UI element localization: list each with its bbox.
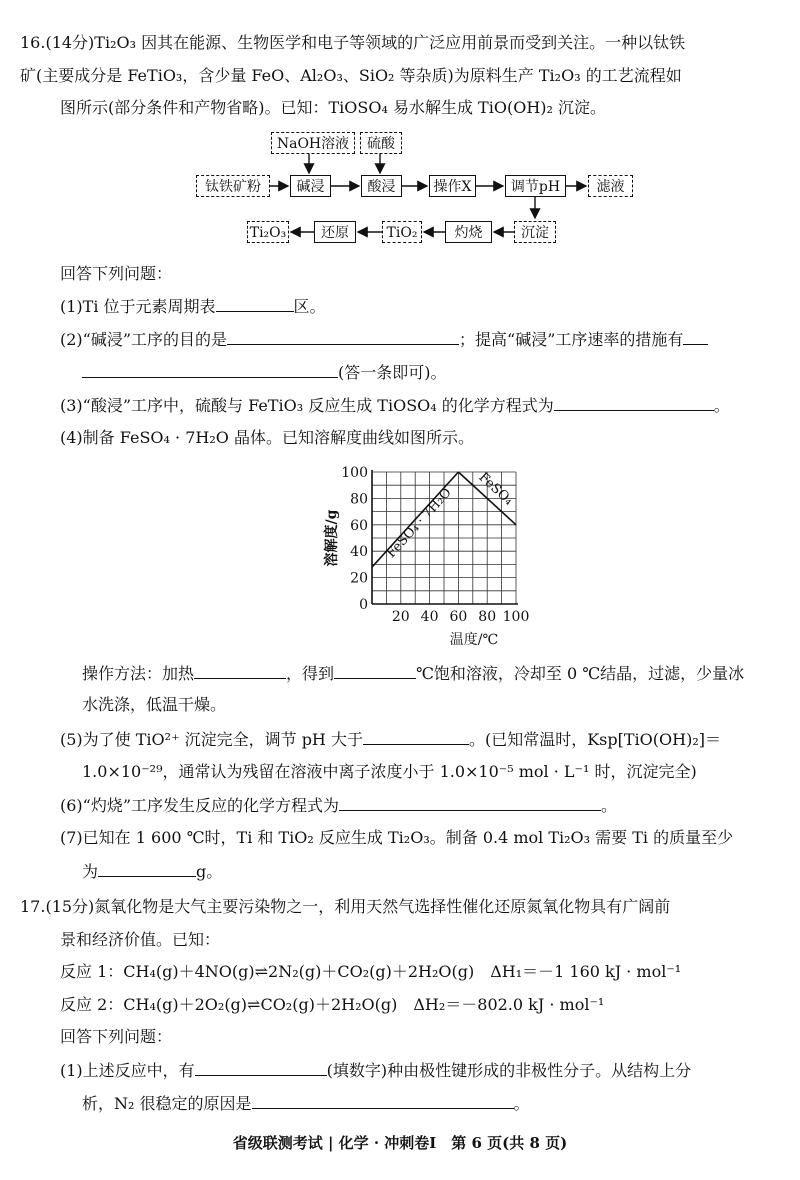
q16-p6-text-b: 。 <box>601 796 618 816</box>
series-label-1: FeSO₄ · 7H₂O <box>383 485 455 562</box>
q17-answer-prompt: 回答下列问题： <box>60 1027 173 1046</box>
q16-part-6 <box>60 795 617 815</box>
answer-blank-3[interactable] <box>554 395 714 411</box>
q17-p1-text-d: 。 <box>513 1094 530 1114</box>
q16-part-5 <box>60 729 721 749</box>
answer-blank-17-1a[interactable] <box>195 1060 327 1076</box>
q16-p7-text-b: 为 <box>82 862 99 882</box>
box-ti2o3: Ti₂O₃ <box>247 221 289 243</box>
answer-blank-2b-cont[interactable] <box>82 362 338 378</box>
x-tick-label: 20 <box>391 609 410 625</box>
q16-part-4-operation-cont: 水洗涤，低温干燥。 <box>82 695 227 714</box>
process-flow-diagram <box>0 0 800 260</box>
q16-part-2 <box>60 329 708 349</box>
answer-blank-1[interactable] <box>216 296 294 312</box>
answer-blank-2b[interactable] <box>683 329 708 345</box>
x-axis-label: 温度/℃ <box>449 632 499 648</box>
x-tick-label: 40 <box>420 609 439 625</box>
box-filtrate: 滤液 <box>588 175 633 197</box>
y-axis-label: 溶解度/g <box>324 509 340 567</box>
q16-part-4: (4)制备 FeSO₄ · 7H₂O 晶体。已知溶解度曲线如图所示。 <box>60 428 474 447</box>
box-tio2: TiO₂ <box>382 221 422 243</box>
box-reduce: 还原 <box>314 221 356 243</box>
y-tick-label: 0 <box>359 597 368 613</box>
q16-part-2-cont <box>82 362 447 382</box>
q16-p5-text-a: (5)为了使 TiO²⁺ 沉淀完全，调节 pH 大于 <box>60 730 363 750</box>
answer-blank-6[interactable] <box>339 795 601 811</box>
x-tick-label: 80 <box>478 609 497 625</box>
q16-p4op-text-a: 操作方法：加热 <box>82 664 195 684</box>
q16-p4op-text-b: ，得到 <box>286 664 335 684</box>
answer-blank-5[interactable] <box>363 729 469 745</box>
x-tick-label: 100 <box>502 609 530 625</box>
y-tick-label: 80 <box>350 491 368 508</box>
q16-p1-text-b: 区。 <box>293 297 326 317</box>
answer-blank-17-1b[interactable] <box>252 1093 514 1109</box>
box-acid-leach: 酸浸 <box>361 175 402 197</box>
x-tick-label: 60 <box>449 609 468 625</box>
page-footer: 省级联测考试 | 化学 · 冲刺卷Ⅰ 第 6 页(共 8 页) <box>232 1134 568 1152</box>
q17-reaction-1: 反应 1：CH₄(g)＋4NO(g)⇌2N₂(g)＋CO₂(g)＋2H₂O(g) ΔH₁＝－1 160 kJ · mol⁻¹ <box>60 962 682 981</box>
q16-p1-text-a: (1)Ti 位于元素周期表 <box>60 297 216 317</box>
q16-intro-line-1: 16.(14分)Ti₂O₃ 因其在能源、生物医学和电子等领域的广泛应用前景而受到关注。一种以钛铁 <box>20 33 686 52</box>
box-ilmenite-powder: 钛铁矿粉 <box>196 175 270 197</box>
q16-part-7: (7)已知在 1 600 ℃时，Ti 和 TiO₂ 反应生成 Ti₂O₃。制备 0.4 mol Ti₂O₃ 需要 Ti 的质量至少 <box>60 828 734 847</box>
solubility-chart-svg <box>320 458 550 658</box>
solubility-chart <box>320 458 550 658</box>
q17-reaction-2: 反应 2：CH₄(g)＋2O₂(g)⇌CO₂(g)＋2H₂O(g) ΔH₂＝－802.0 kJ · mol⁻¹ <box>60 995 605 1014</box>
answer-blank-7[interactable] <box>98 861 196 877</box>
series-label-2: FeSO₄ <box>475 469 516 509</box>
q16-part-3 <box>60 395 730 415</box>
answer-blank-4b[interactable] <box>334 663 416 679</box>
y-tick-label: 40 <box>350 544 368 561</box>
box-precipitate: 沉淀 <box>514 221 556 243</box>
q17-intro-line-1: 17.(15分)氮氧化物是大气主要污染物之一，利用天然气选择性催化还原氮氧化物具有广阔前 <box>20 897 671 916</box>
q16-p2-text-b: ；提高“碱浸”工序速率的措施有 <box>459 330 684 350</box>
box-operation-x: 操作X <box>429 175 476 197</box>
q16-intro-line-2: 矿(主要成分是 FeTiO₃，含少量 FeO、Al₂O₃、SiO₂ 等杂质)为原料生产 Ti₂O₃ 的工艺流程如 <box>20 66 682 85</box>
q16-p6-text-a: (6)“灼烧”工序发生反应的化学方程式为 <box>60 796 340 816</box>
q16-part-1 <box>60 296 326 316</box>
y-tick-label: 20 <box>350 570 368 587</box>
answer-blank-4a[interactable] <box>194 663 286 679</box>
box-alkali-leach: 碱浸 <box>290 175 331 197</box>
q17-intro-line-2: 景和经济价值。已知： <box>60 930 221 949</box>
q16-part-4-operation <box>82 663 744 683</box>
q16-p3-text-a: (3)“酸浸”工序中，硫酸与 FeTiO₃ 反应生成 TiOSO₄ 的化学方程式为 <box>60 396 554 416</box>
q17-p1-text-c: 析，N₂ 很稳定的原因是 <box>82 1094 252 1114</box>
q17-part-1 <box>60 1060 691 1080</box>
q17-p1-text-b: (填数字)种由极性键形成的非极性分子。从结构上分 <box>326 1061 692 1081</box>
q16-answer-prompt: 回答下列问题： <box>60 264 173 283</box>
box-sulfuric-acid: 硫酸 <box>360 132 402 154</box>
q16-part-5-cont: 1.0×10⁻²⁹，通常认为残留在溶液中离子浓度小于 1.0×10⁻⁵ mol · L⁻¹ 时，沉淀完全) <box>82 762 697 781</box>
q16-p4op-text-c: ℃饱和溶液，冷却至 0 ℃结晶，过滤，少量冰 <box>416 664 745 684</box>
q16-intro-line-3: 图所示(部分条件和产物省略)。已知：TiOSO₄ 易水解生成 TiO(OH)₂ 沉淀。 <box>60 98 607 117</box>
q16-p3-text-b: 。 <box>713 396 730 416</box>
q16-p2-text-a: (2)“碱浸”工序的目的是 <box>60 330 228 350</box>
box-naoh-solution: NaOH溶液 <box>271 132 355 154</box>
q16-part-7-cont <box>82 861 222 881</box>
q17-p1-text-a: (1)上述反应中，有 <box>60 1061 195 1081</box>
answer-blank-2a[interactable] <box>227 329 459 345</box>
q17-part-1-cont <box>82 1093 530 1113</box>
q16-p7-text-c: g。 <box>196 862 223 882</box>
box-adjust-ph: 调节pH <box>505 175 566 197</box>
y-tick-label: 100 <box>341 465 368 481</box>
box-calcine: 灼烧 <box>445 221 492 243</box>
q16-p2-text-c: (答一条即可)。 <box>338 363 447 383</box>
q16-p5-text-b: 。(已知常温时，Ksp[TiO(OH)₂]＝ <box>468 730 721 750</box>
y-tick-label: 60 <box>350 517 368 534</box>
